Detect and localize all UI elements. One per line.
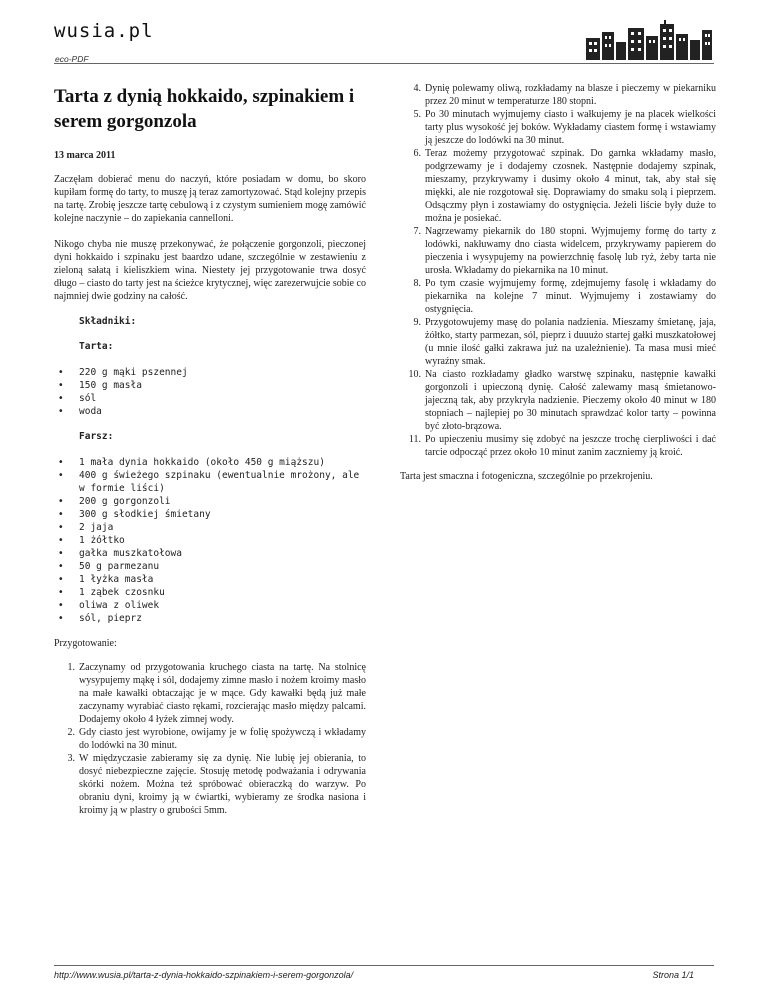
preparation-heading: Przygotowanie: bbox=[54, 638, 117, 649]
list-item: • woda bbox=[58, 406, 102, 417]
list-item: 1. Zaczynamy od przygotowania kruchego ciasta na tartę. Na stolnicę wysypujemy mąkę i sól, dodajemy zimne masło i nożem kroimy masło na małe kawałki obtaczając je w mące. Gdy kawałki będą już małe zaczynamy wyrabiać ciasto rękami, rozcierając masło między palcami. Dodajemy około 4 łyżek zimnej wody. bbox=[67, 662, 366, 725]
article-title-line1: Tarta z dynią hokkaido, szpinakiem i bbox=[54, 86, 355, 107]
list-item: 6. Teraz możemy przygotować szpinak. Do garnka wkładamy masło, podgrzewamy je i dodajemy czosnek. Następnie dodajemy szpinak, mieszamy, przykrywamy i dusimy około 4 minut, tak, aby stał się miękki, ale nie rozgotował się. Doprawiamy do smaku solą i pieprzem. Odsączmy płyn i zostawiamy do ostygnięcia. Jeżeli liście były duże to można je posiekać. bbox=[413, 148, 716, 224]
right-column bbox=[400, 82, 716, 482]
list-item: 10. Na ciasto rozkładamy gładko warstwę szpinaku, następnie kawałki gorgonzoli i upieczoną dynię. Całość zalewamy masą śmietanowo-jajeczną tak, aby przykryła nadzienie. Pieczemy około 40 minut w 180 stopniach – najlepiej po 30 minutach sprawdzać kolor tarty – powinna być złoto-brązowa. bbox=[408, 369, 716, 432]
article-title bbox=[54, 84, 366, 134]
list-item: • 400 g świeżego szpinaku (ewentualnie mrożony, ale w formie liści) bbox=[58, 470, 360, 494]
list-item: 2. Gdy ciasto jest wyrobione, owijamy je w folię spożywczą i wkładamy do lodówki na 30 minut. bbox=[67, 727, 366, 751]
list-item: • 50 g parmezanu bbox=[58, 561, 160, 572]
site-subtitle: eco-PDF bbox=[55, 54, 89, 64]
list-item: • 1 żółtko bbox=[58, 535, 125, 546]
closing-paragraph: Tarta jest smaczna i fotogeniczna, szczególnie po przekrojeniu. bbox=[400, 471, 653, 482]
list-item: • sól, pieprz bbox=[58, 613, 142, 624]
list-item: • oliwa z oliwek bbox=[58, 600, 160, 611]
list-item: • gałka muszkatołowa bbox=[58, 548, 182, 559]
steps-list-part2 bbox=[400, 82, 716, 459]
intro-paragraph-2: Nikogo chyba nie muszę przekonywać, że połączenie gorgonzoli, pieczonej dyni hokkaido i szpinaku jest baardzo udane, szczególnie w zestawieniu z zieloną sałatą i kieliszkiem wina. Niestety jej przygotowanie trwa dosyć długo – ciasto do tarty jest na ścieżce krytycznej, więc zarezerwujcie sobie co najmniej dwie godziny na całość. bbox=[54, 239, 366, 302]
list-item: • sól bbox=[58, 393, 97, 404]
ingredients-heading: Składniki: bbox=[79, 316, 137, 327]
list-item: • 220 g mąki pszennej bbox=[58, 367, 188, 378]
left-column bbox=[54, 84, 366, 817]
steps-list-part1 bbox=[54, 661, 366, 817]
intro-paragraph-1: Zaczęłam dobierać menu do naczyń, które posiadam w domu, bo skoro kupiłam formę do tarty, to muszę ją teraz zamortyzować. Stąd kolejny przepis na tartę. Zrobię jeszcze tartę cebulową i z czystym sumieniem mogę zamówić kolejne naczynie – do zapiekania cannelloni. bbox=[54, 174, 366, 224]
list-item: 7. Nagrzewamy piekarnik do 180 stopni. Wyjmujemy formę do tarty z lodówki, nakłuwamy dno ciasta widelcem, przykrywamy papierem do pieczenia i wysypujemy na powierzchnię fasolę lub ryż, żeby tarta nie urosła. Wkładamy do piekarnika na 10 minut. bbox=[413, 226, 716, 276]
list-item: • 1 mała dynia hokkaido (około 450 g miąższu) bbox=[58, 457, 325, 468]
list-item: 4. Dynię polewamy oliwą, rozkładamy na blasze i pieczemy w piekarniku przez 20 minut w temperaturze 180 stopni. bbox=[413, 83, 716, 107]
header-divider bbox=[54, 63, 714, 64]
list-item: 5. Po 30 minutach wyjmujemy ciasto i wałkujemy je na placek wielkości tarty plus wysokość jej boków. Wykładamy ciastem formę i wstawiamy ją jeszcze do lodówki na 30 minut. bbox=[413, 109, 716, 146]
list-item: 3. W międzyczasie zabieramy się za dynię. Nie lubię jej obierania, to dosyć niebezpieczne zajęcie. Stosuję metodę podważania i odrywania skórki nożem. Można też spróbować obieraczką do warzyw. Po obraniu dyni, kroimy ją w ćwiartki, wybieramy ze środka nasiona i kroimy ją w plastry o grubości 5mm. bbox=[67, 753, 366, 816]
list-item: • 150 g masła bbox=[58, 380, 142, 391]
filling-heading: Farsz: bbox=[79, 431, 114, 442]
list-item: 9. Przygotowujemy masę do polania nadzienia. Mieszamy śmietanę, jaja, żółtko, starty parmezan, sól, pieprz i duuużo startej gałki muszkatołowej (u mnie ilość gałki zakrawa już na uzależnienie). Ta masa musi mieć wyraźny smak. bbox=[413, 317, 716, 367]
list-item: • 200 g gorgonzoli bbox=[58, 496, 171, 507]
crust-ingredients-list bbox=[54, 366, 366, 418]
list-item: • 1 ząbek czosnku bbox=[58, 587, 165, 598]
article-date: 13 marca 2011 bbox=[54, 150, 116, 161]
list-item: 11. Po upieczeniu musimy się zdobyć na jeszcze trochę cierpliwości i dać tarcie odpocząć przez około 10 minut zanim zaczniemy ją kroić. bbox=[408, 434, 716, 458]
site-title: wusia.pl bbox=[54, 20, 154, 42]
article-title-line2: serem gorgonzola bbox=[54, 111, 197, 132]
page-header bbox=[54, 20, 714, 64]
footer-divider bbox=[54, 965, 714, 966]
page-number: Strona 1/1 bbox=[652, 970, 694, 980]
filling-ingredients-list bbox=[54, 456, 366, 625]
footer-url: http://www.wusia.pl/tarta-z-dynia-hokkaido-szpinakiem-i-serem-gorgonzola/ bbox=[54, 970, 354, 980]
list-item: • 2 jaja bbox=[58, 522, 114, 533]
list-item: • 300 g słodkiej śmietany bbox=[58, 509, 211, 520]
list-item: 8. Po tym czasie wyjmujemy formę, zdejmujemy fasolę i wkładamy do piekarnika na kolejne 7 minut. Wyjmujemy i zostawiamy do ostygnięcia. bbox=[413, 278, 716, 315]
list-item: • 1 łyżka masła bbox=[58, 574, 154, 585]
city-skyline-icon bbox=[584, 20, 714, 60]
crust-heading: Tarta: bbox=[79, 341, 114, 352]
